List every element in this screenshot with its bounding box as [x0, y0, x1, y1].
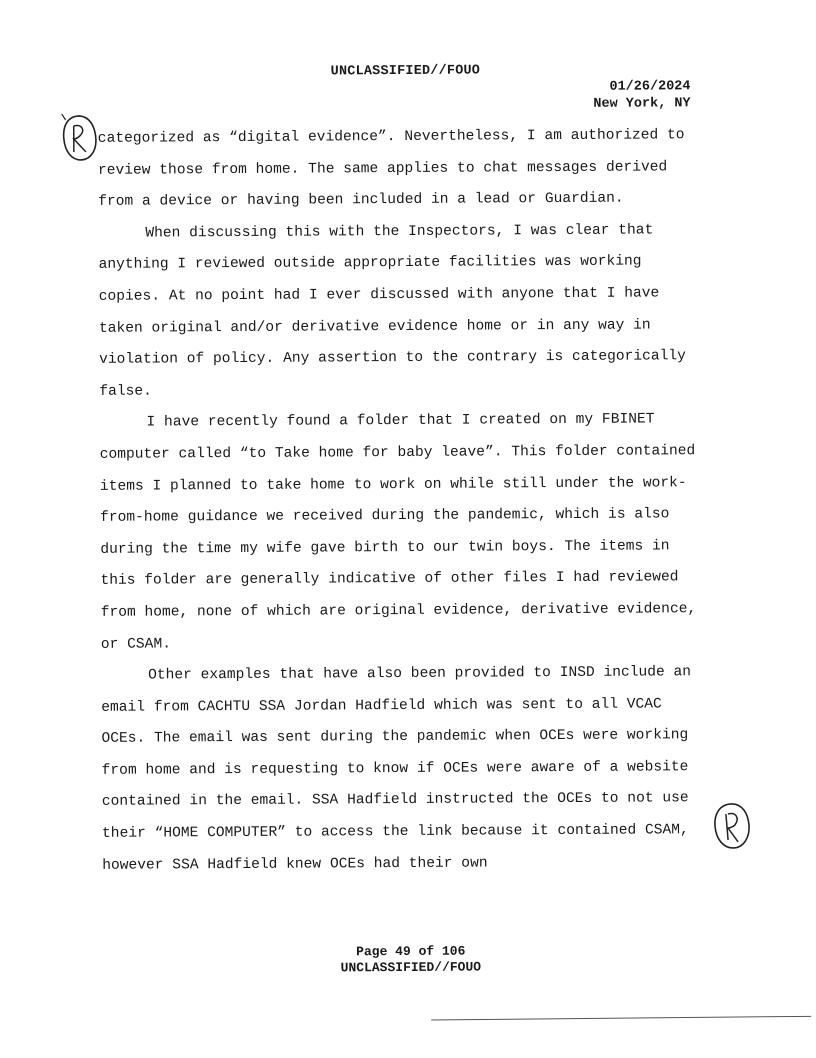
footer — [3, 941, 816, 978]
header-location: New York, NY — [593, 96, 691, 112]
document-body — [98, 120, 711, 882]
page-number: Page 49 of 106 — [356, 943, 466, 960]
paragraph: categorized as “digital evidence”. Nevertheless, I am authorized to review those from home. The same applies to chat messages derived from a device or having been included in a lead or Guardian. — [97, 127, 685, 211]
header-date: 01/26/2024 — [609, 79, 691, 95]
handwritten-initials-mark — [710, 798, 754, 852]
paragraph: Other examples that have also been provided to INSD include an email from CACHTU SSA Jordan Hadfield which was sent to all VCAC OCEs. The email was sent during the pandemic when OCEs were working from home and is requesting to know if OCEs were aware of a website contained in the email. SSA Hadfield instructed the OCEs to not use their “HOME COMPUTER” to access the link because it contained CSAM, however SSA Hadfield knew OCEs had their own — [101, 664, 692, 874]
footer-classification: UNCLASSIFIED//FOUO — [340, 959, 482, 976]
paragraph: When discussing this with the Inspectors, I was clear that anything I reviewed outside appropriate facilities was working copies. At no point had I ever discussed with anyone that I have taken original and/or derivative evidence home or in any way in violation of policy. Any assertion to the contrary is categorically false. — [98, 222, 686, 400]
handwritten-initials-mark — [60, 112, 100, 164]
header-classification: UNCLASSIFIED//FOUO — [330, 63, 481, 80]
scan-edge-line — [431, 1016, 811, 1021]
paragraph: I have recently found a folder that I created on my FBINET computer called “to Take home for baby leave”. This folder contained items I planned to take home to work on while still under the work-from-home guidance we received during the pandemic, which is also during the time my wife gave birth to our twin boys. The items in this folder are generally indicative of other files I had reviewed from home, none of which are original evidence, derivative evidence, or CSAM. — [99, 411, 697, 653]
header-date-location — [593, 78, 690, 113]
